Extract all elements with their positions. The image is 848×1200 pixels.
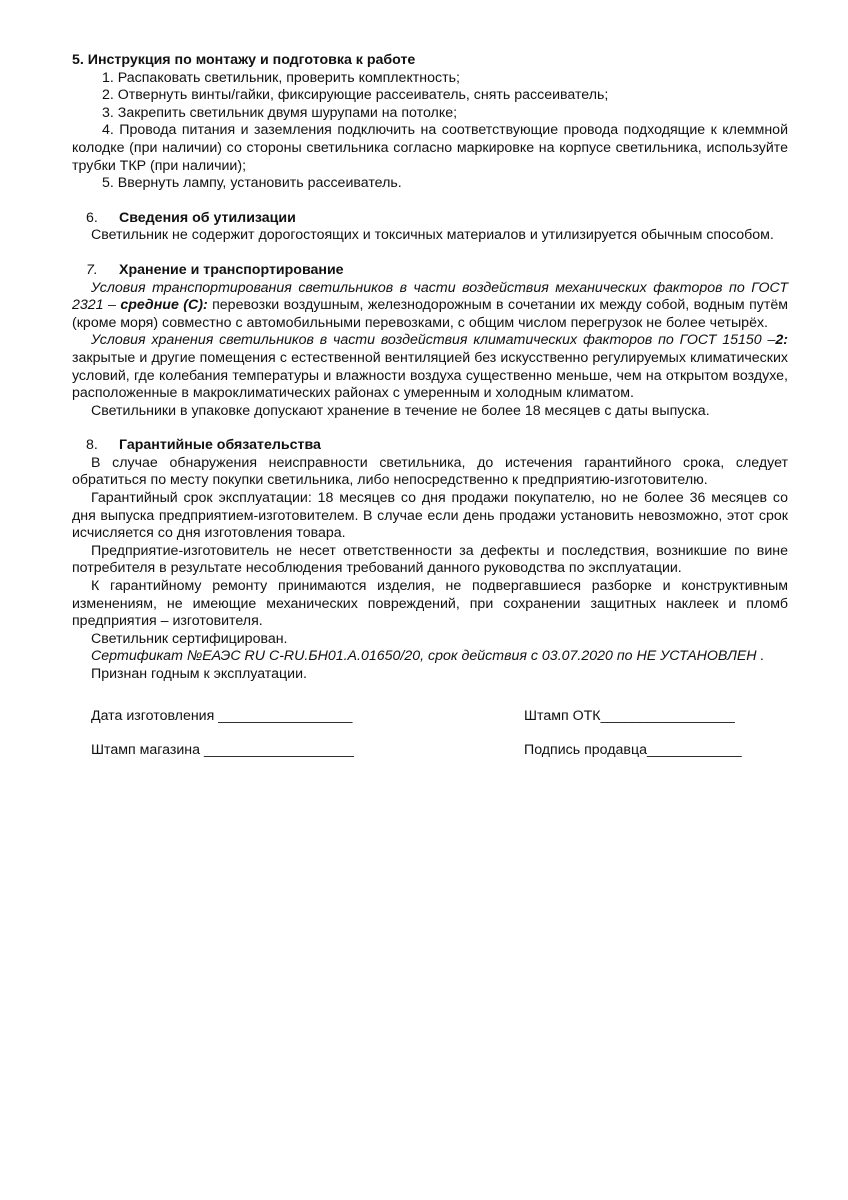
transport-conditions-class: средние (С): [120,297,208,314]
manufacture-date-field: Дата изготовления _________________ [91,707,353,724]
section-6-number: 6. [86,209,98,226]
step-4: 4. Провода питания и заземления подключить на соответствующие провода подходящие к клеммной колодке (при наличии) со стороны светильника согласно маркировке на корпусе светильника, используйте трубки ТКР (при наличии); [72,122,788,174]
section-6-heading [72,210,788,228]
storage-conditions-text: закрытые и другие помещения с естественной вентиляцией без искусственно регулируемых климатических условий, где колебания температуры и влажности воздуха существенно меньше, чем на открытом воздухе, расположенные в макроклиматических районах с умеренным и холодным климатом. [72,349,788,402]
section-7-title: Хранение и транспортирование [119,261,344,278]
certified-note: Светильник сертифицирован. [91,630,288,647]
section-7-number: 7. [86,261,98,278]
fit-for-use: Признан годным к эксплуатации. [91,666,307,682]
certificate-number: Сертификат №ЕАЭС RU С-RU.БН01.А.01650/20, срок действия с 03.07.2020 по НЕ УСТАНОВЛЕН . [91,648,765,665]
section-6-title: Сведения об утилизации [119,209,296,226]
section-6-text: Светильник не содержит дорогостоящих и токсичных материалов и утилизируется обычным способом. [91,227,774,244]
storage-period: Светильники в упаковке допускают хранение в течение не более 18 месяцев с даты выпуска. [91,402,710,419]
step-1: 1. Распаковать светильник, проверить комплектность; [102,69,460,86]
document-content [72,52,788,760]
shop-stamp-field: Штамп магазина ___________________ [91,741,354,758]
step-3: 3. Закрепить светильник двумя шурупами на потолке; [102,104,458,121]
section-8-number: 8. [86,437,98,454]
warranty-p2: Гарантийный срок эксплуатации: 18 месяцев со дня продажи покупателю, но не более 36 месяцев со дня выпуска предприятием-изготовителем. В случае если день продажи установить невозможно, этот срок исчисляется со дня изготовления товара. [72,490,788,542]
storage-conditions-lead: Условия хранения светильников в части воздействия климатических факторов по ГОСТ 15150 – [91,332,776,349]
storage-conditions-class: 2: [775,332,788,349]
signature-row-2 [72,742,788,760]
section-7-heading [72,262,788,280]
warranty-p3: Предприятие-изготовитель не несет ответственности за дефекты и последствия, возникшие по вине потребителя в результате несоблюдения требований данного руководства по эксплуатации. [72,542,788,577]
warranty-p1: В случае обнаружения неисправности светильника, до истечения гарантийного срока, следует обратиться по месту покупки светильника, либо непосредственно к предприятию-изготовителю. [72,454,788,489]
transport-conditions-text: перевозки воздушным, железнодорожным в сочетании их между собой, водным путём (кроме моря) совместно с автомобильными перевозками, с общим числом перегрузок не более четырёх. [72,297,788,331]
section-8-heading [72,437,788,455]
section-5-title: 5. Инструкция по монтажу и подготовка к работе [72,52,416,68]
signature-row-1 [72,708,788,726]
storage-conditions [72,332,788,402]
step-5: 5. Ввернуть лампу, установить рассеиватель. [102,175,402,192]
section-8-title: Гарантийные обязательства [119,437,321,454]
transport-conditions-lead: Условия транспортирования светильников в части воздействия механических факторов по ГОСТ 2321 – [72,279,788,314]
transport-conditions [72,280,788,333]
seller-signature-field: Подпись продавца____________ [524,741,742,758]
step-2: 2. Отвернуть винты/гайки, фиксирующие рассеиватель, снять рассеиватель; [102,87,609,104]
warranty-p4: К гарантийному ремонту принимаются изделия, не подвергавшиеся разборке и конструктивным изменениям, не имеющие механических повреждений, при сохранении защитных наклеек и пломб предприятия – изготовителя. [72,578,788,630]
otk-stamp-field: Штамп ОТК_________________ [524,707,735,724]
